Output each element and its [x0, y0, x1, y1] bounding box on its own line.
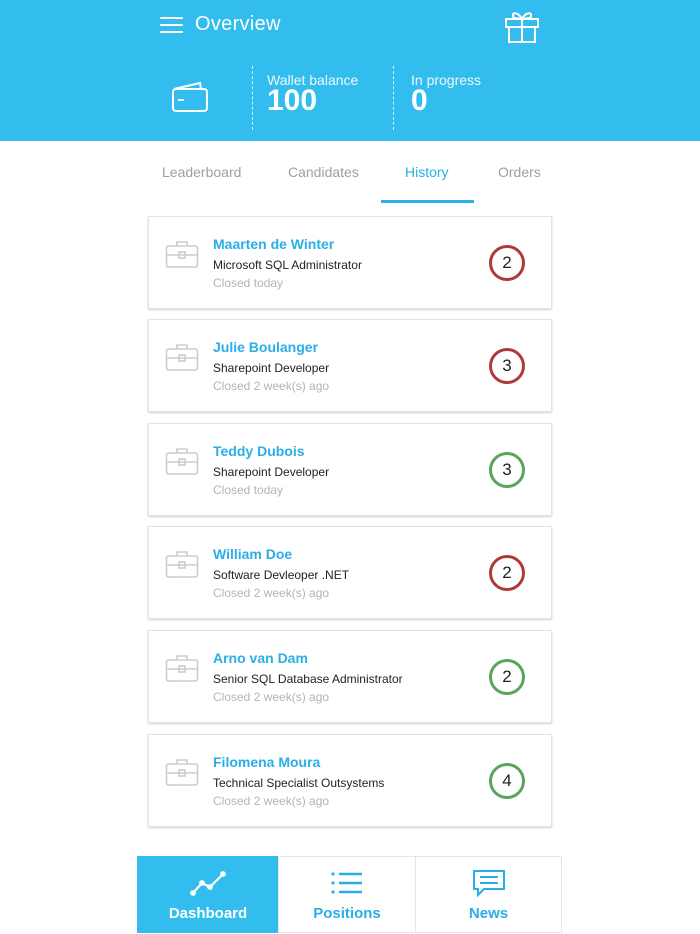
closed-date: Closed today [213, 483, 284, 497]
candidate-name[interactable]: William Doe [213, 546, 293, 562]
in-progress-value: 0 [411, 84, 428, 117]
count-badge: 4 [489, 763, 525, 799]
briefcase-icon [165, 342, 199, 372]
nav-label: Dashboard [168, 905, 248, 922]
history-card[interactable] [148, 319, 552, 412]
history-card[interactable] [148, 734, 552, 827]
tab-bar [0, 141, 700, 204]
closed-date: Closed 2 week(s) ago [213, 586, 330, 600]
candidate-name[interactable]: Maarten de Winter [213, 236, 335, 252]
history-card[interactable] [148, 526, 552, 619]
wallet-balance-label: Wallet balance [267, 72, 359, 88]
closed-date: Closed 2 week(s) ago [213, 379, 330, 393]
page-title: Overview [195, 13, 281, 35]
count-badge: 3 [489, 452, 525, 488]
candidate-name[interactable]: Teddy Dubois [213, 443, 305, 459]
nav-positions[interactable] [278, 856, 416, 933]
wallet-balance-value: 100 [267, 84, 318, 117]
tab-candidates[interactable]: Candidates [288, 164, 359, 180]
briefcase-icon [165, 239, 199, 269]
briefcase-icon [165, 757, 199, 787]
count-badge: 2 [489, 659, 525, 695]
chart-line-icon [190, 869, 226, 897]
chat-bubble-icon [471, 869, 507, 897]
history-card[interactable] [148, 630, 552, 723]
position-title: Technical Specialist Outsystems [213, 776, 385, 790]
closed-date: Closed today [213, 276, 284, 290]
nav-label: News [468, 905, 509, 922]
count-badge: 2 [489, 555, 525, 591]
stat-divider [393, 66, 394, 130]
nav-dashboard[interactable] [137, 856, 279, 933]
tab-history[interactable]: History [405, 164, 449, 180]
position-title: Sharepoint Developer [213, 465, 330, 479]
candidate-name[interactable]: Filomena Moura [213, 754, 321, 770]
hamburger-menu-icon[interactable] [160, 14, 184, 36]
in-progress-label: In progress [411, 72, 482, 88]
count-badge: 2 [489, 245, 525, 281]
candidate-name[interactable]: Julie Boulanger [213, 339, 319, 355]
bottom-navigation [137, 856, 562, 933]
active-tab-indicator [381, 200, 474, 203]
nav-news[interactable] [415, 856, 562, 933]
position-title: Microsoft SQL Administrator [213, 258, 362, 272]
gift-icon[interactable] [503, 8, 541, 44]
position-title: Sharepoint Developer [213, 361, 330, 375]
candidate-name[interactable]: Arno van Dam [213, 650, 308, 666]
briefcase-icon [165, 549, 199, 579]
position-title: Senior SQL Database Administrator [213, 672, 403, 686]
tab-orders[interactable]: Orders [498, 164, 541, 180]
list-icon [329, 869, 365, 897]
app-header [0, 0, 700, 141]
closed-date: Closed 2 week(s) ago [213, 794, 330, 808]
history-card[interactable] [148, 423, 552, 516]
tab-leaderboard[interactable]: Leaderboard [162, 164, 242, 180]
wallet-icon [170, 80, 210, 114]
closed-date: Closed 2 week(s) ago [213, 690, 330, 704]
history-card[interactable] [148, 216, 552, 309]
count-badge: 3 [489, 348, 525, 384]
nav-label: Positions [313, 905, 381, 922]
briefcase-icon [165, 446, 199, 476]
stat-divider [252, 66, 253, 130]
briefcase-icon [165, 653, 199, 683]
position-title: Software Devleoper .NET [213, 568, 350, 582]
